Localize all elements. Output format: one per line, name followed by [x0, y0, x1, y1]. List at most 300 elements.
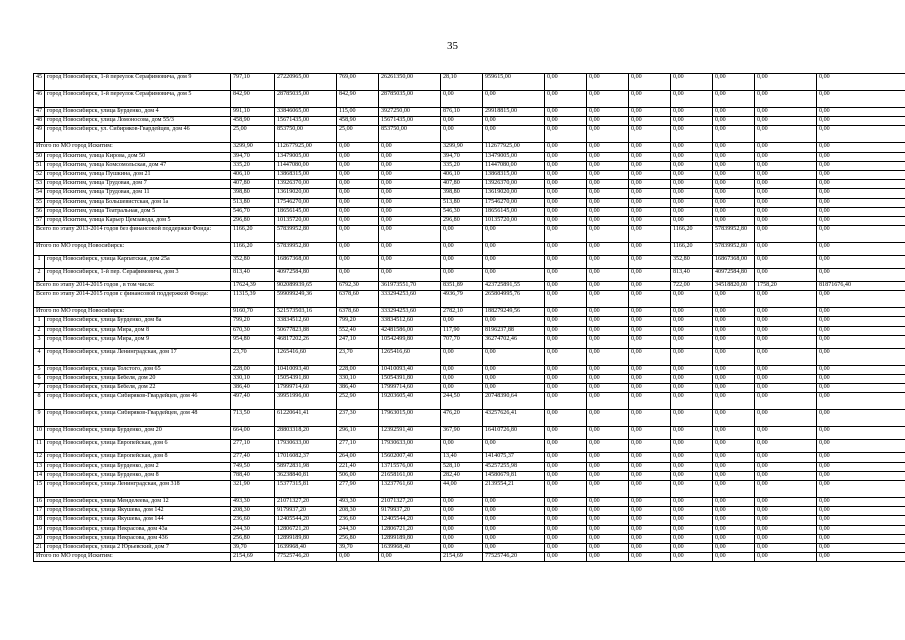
value-cell: 0,00: [817, 170, 905, 179]
value-cell: 506,00: [337, 471, 379, 480]
value-cell: 0,00: [713, 189, 755, 198]
table-row: [34, 410, 905, 427]
row-number: 49: [34, 126, 45, 143]
value-cell: 458,90: [337, 117, 379, 126]
value-cell: 112677925,00: [275, 143, 337, 152]
value-cell: 0,00: [587, 543, 629, 552]
row-number: 14: [34, 471, 45, 480]
value-cell: 6378,60: [337, 291, 379, 308]
table-row: [34, 543, 905, 552]
value-cell: 33834512,60: [275, 317, 337, 326]
value-cell: 0,00: [545, 440, 587, 453]
value-cell: 12405544,20: [275, 516, 337, 525]
page-number: 35: [447, 40, 458, 52]
value-cell: 0,00: [817, 189, 905, 198]
value-cell: 0,00: [483, 256, 545, 269]
value-cell: 0,00: [671, 516, 713, 525]
value-cell: 0,00: [483, 317, 545, 326]
value-cell: 0,00: [713, 180, 755, 189]
table-row: [34, 91, 905, 108]
value-cell: 0,00: [587, 335, 629, 348]
value-cell: 0,00: [671, 480, 713, 497]
value-cell: 0,00: [545, 462, 587, 471]
value-cell: 0,00: [755, 427, 817, 440]
address-cell: город Новосибирск, улица Бурденко, дом 2: [45, 462, 231, 471]
value-cell: 13479005,00: [275, 152, 337, 161]
value-cell: 599099249,36: [275, 291, 337, 308]
table-row: [34, 471, 905, 480]
value-cell: 0,00: [817, 497, 905, 506]
value-cell: 0,00: [587, 462, 629, 471]
value-cell: 546,70: [231, 207, 275, 216]
value-cell: 208,30: [337, 507, 379, 516]
row-number: 56: [34, 207, 45, 216]
value-cell: 0,00: [755, 317, 817, 326]
value-cell: 0,00: [755, 256, 817, 269]
value-cell: 57839952,80: [713, 243, 755, 256]
value-cell: 0,00: [629, 161, 671, 170]
value-cell: 406,10: [231, 170, 275, 179]
value-cell: 0,00: [713, 365, 755, 374]
value-cell: 28785035,00: [275, 91, 337, 108]
value-cell: 0,00: [629, 393, 671, 410]
value-cell: 39,70: [231, 543, 275, 552]
value-cell: 0,00: [587, 143, 629, 152]
row-number: 47: [34, 108, 45, 117]
value-cell: 0,00: [755, 393, 817, 410]
value-cell: 0,00: [629, 226, 671, 243]
value-cell: 13926370,00: [275, 180, 337, 189]
value-cell: 0,00: [629, 375, 671, 384]
address-cell: город Новосибирск, улица Сибиряков-Гвардейцев, дом 46: [45, 393, 231, 410]
table-row: [34, 326, 905, 335]
value-cell: 29918815,00: [483, 108, 545, 117]
value-cell: 0,00: [629, 189, 671, 198]
value-cell: 0,00: [713, 216, 755, 225]
value-cell: 0,00: [545, 427, 587, 440]
table-row: [34, 126, 905, 143]
value-cell: 57839952,80: [275, 243, 337, 256]
value-cell: 352,80: [671, 256, 713, 269]
value-cell: 0,00: [755, 497, 817, 506]
value-cell: 0,00: [545, 198, 587, 207]
value-cell: 0,00: [379, 170, 441, 179]
value-cell: 1639968,40: [275, 543, 337, 552]
address-cell: город Искитим, улица Пушкина, дом 21: [45, 170, 231, 179]
value-cell: 9160,70: [231, 308, 275, 317]
value-cell: 0,00: [337, 152, 379, 161]
row-number: 8: [34, 393, 45, 410]
value-cell: 0,00: [545, 543, 587, 552]
value-cell: 10410093,40: [379, 365, 441, 374]
value-cell: 0,00: [817, 216, 905, 225]
value-cell: 1414075,37: [483, 453, 545, 462]
address-cell: город Новосибирск, 1-й переулок Серафимовича, дом 9: [45, 74, 231, 91]
value-cell: 0,00: [713, 375, 755, 384]
value-cell: 407,80: [441, 180, 483, 189]
value-cell: 0,00: [629, 256, 671, 269]
table-row: [34, 348, 905, 365]
value-cell: 0,00: [587, 243, 629, 256]
value-cell: 0,00: [545, 326, 587, 335]
row-number: 3: [34, 335, 45, 348]
value-cell: 0,00: [441, 543, 483, 552]
value-cell: 252,90: [337, 393, 379, 410]
value-cell: 1265416,60: [379, 348, 441, 365]
value-cell: 277,40: [231, 453, 275, 462]
value-cell: 0,00: [671, 189, 713, 198]
value-cell: 0,00: [441, 269, 483, 282]
value-cell: 513,80: [441, 198, 483, 207]
value-cell: 0,00: [671, 365, 713, 374]
value-cell: 330,10: [337, 375, 379, 384]
value-cell: 16867368,00: [275, 256, 337, 269]
value-cell: 0,00: [545, 480, 587, 497]
value-cell: 0,00: [587, 384, 629, 393]
value-cell: 335,20: [231, 161, 275, 170]
value-cell: 0,00: [817, 525, 905, 534]
value-cell: 0,00: [545, 226, 587, 243]
value-cell: 0,00: [713, 507, 755, 516]
value-cell: 0,00: [441, 117, 483, 126]
value-cell: 0,00: [671, 143, 713, 152]
value-cell: 0,00: [755, 108, 817, 117]
value-cell: 13619020,00: [275, 189, 337, 198]
address-cell: город Новосибирск, улица Менделеева, дом 12: [45, 497, 231, 506]
value-cell: 0,00: [671, 348, 713, 365]
value-cell: 0,00: [441, 317, 483, 326]
value-cell: 0,00: [587, 553, 629, 562]
value-cell: 9179937,20: [379, 507, 441, 516]
value-cell: 0,00: [587, 256, 629, 269]
value-cell: 1166,20: [231, 226, 275, 243]
value-cell: 15671435,00: [275, 117, 337, 126]
value-cell: 0,00: [671, 497, 713, 506]
value-cell: 0,00: [713, 410, 755, 427]
value-cell: 0,00: [587, 282, 629, 291]
value-cell: 0,00: [755, 384, 817, 393]
table-row: [34, 152, 905, 161]
value-cell: 493,30: [337, 497, 379, 506]
address-cell: город Новосибирск, 1-й переулок Серафимовича, дом 5: [45, 91, 231, 108]
address-cell: город Искитим, улица Большевистская, дом 1а: [45, 198, 231, 207]
value-cell: 813,40: [231, 269, 275, 282]
value-cell: 0,00: [379, 226, 441, 243]
address-cell: город Новосибирск, 1-й пер. Серафимовича, дом 3: [45, 269, 231, 282]
value-cell: 0,00: [587, 91, 629, 108]
value-cell: 0,00: [755, 189, 817, 198]
value-cell: 0,00: [755, 198, 817, 207]
value-cell: 17016082,37: [275, 453, 337, 462]
value-cell: 13,40: [441, 453, 483, 462]
table-row: [34, 117, 905, 126]
value-cell: 853750,00: [379, 126, 441, 143]
value-cell: 0,00: [629, 525, 671, 534]
value-cell: 0,00: [545, 453, 587, 462]
value-cell: 521573503,16: [275, 308, 337, 317]
value-cell: 0,00: [817, 161, 905, 170]
value-cell: 0,00: [629, 291, 671, 308]
value-cell: 0,00: [817, 453, 905, 462]
value-cell: 236,60: [231, 516, 275, 525]
address-cell: город Искитим, улица Комсомольская, дом 47: [45, 161, 231, 170]
value-cell: 11315,39: [231, 291, 275, 308]
value-cell: 0,00: [817, 326, 905, 335]
value-cell: 0,00: [817, 440, 905, 453]
value-cell: 0,00: [629, 507, 671, 516]
value-cell: 0,00: [379, 161, 441, 170]
value-cell: 0,00: [629, 365, 671, 374]
value-cell: 335,20: [441, 161, 483, 170]
value-cell: 0,00: [629, 440, 671, 453]
value-cell: 0,00: [587, 410, 629, 427]
value-cell: 853750,00: [275, 126, 337, 143]
value-cell: 0,00: [629, 480, 671, 497]
value-cell: 0,00: [713, 393, 755, 410]
value-cell: 0,00: [817, 553, 905, 562]
value-cell: 0,00: [587, 480, 629, 497]
value-cell: 21071327,20: [275, 497, 337, 506]
value-cell: 0,00: [629, 553, 671, 562]
value-cell: 0,00: [817, 480, 905, 497]
value-cell: 0,00: [587, 74, 629, 91]
value-cell: 0,00: [671, 170, 713, 179]
value-cell: 0,00: [755, 525, 817, 534]
value-cell: 15054391,80: [379, 375, 441, 384]
value-cell: 1166,20: [231, 243, 275, 256]
value-cell: 13237761,60: [379, 480, 441, 497]
value-cell: 528,10: [441, 462, 483, 471]
value-cell: 12392591,40: [379, 427, 441, 440]
value-cell: 296,10: [337, 427, 379, 440]
value-cell: 954,80: [231, 335, 275, 348]
value-cell: 0,00: [441, 348, 483, 365]
value-cell: 0,00: [817, 335, 905, 348]
value-cell: 0,00: [629, 91, 671, 108]
total-label: Всего по этапу 2013-2014 годов без финансовой поддержки Фонда:: [34, 226, 231, 243]
value-cell: 0,00: [817, 152, 905, 161]
value-cell: 552,40: [337, 326, 379, 335]
row-number: 10: [34, 427, 45, 440]
value-cell: 0,00: [629, 317, 671, 326]
value-cell: 0,00: [755, 365, 817, 374]
value-cell: 0,00: [671, 74, 713, 91]
address-cell: город Новосибирск, улица Ленинградская, дом 318: [45, 480, 231, 497]
value-cell: 0,00: [755, 375, 817, 384]
value-cell: 13619020,00: [483, 189, 545, 198]
table-row: [34, 161, 905, 170]
value-cell: 2139554,21: [483, 480, 545, 497]
value-cell: 0,00: [545, 189, 587, 198]
table-row: [34, 525, 905, 534]
value-cell: 0,00: [713, 143, 755, 152]
address-cell: город Новосибирск, улица Бебеля, дом 22: [45, 384, 231, 393]
value-cell: 0,00: [817, 543, 905, 552]
row-number: 11: [34, 440, 45, 453]
value-cell: 0,00: [755, 243, 817, 256]
value-cell: 0,00: [671, 440, 713, 453]
value-cell: 0,00: [587, 291, 629, 308]
value-cell: 0,00: [671, 534, 713, 543]
value-cell: 0,00: [817, 74, 905, 91]
value-cell: 0,00: [817, 108, 905, 117]
value-cell: 10542499,80: [379, 335, 441, 348]
value-cell: 546,30: [441, 207, 483, 216]
value-cell: 0,00: [671, 462, 713, 471]
value-cell: 0,00: [587, 317, 629, 326]
value-cell: 0,00: [817, 143, 905, 152]
value-cell: 513,80: [231, 198, 275, 207]
address-cell: город Искитим, улица Карьер Цемзавода, дом 5: [45, 216, 231, 225]
total-row: [34, 308, 905, 317]
value-cell: 0,00: [671, 410, 713, 427]
value-cell: 244,50: [441, 393, 483, 410]
address-cell: город Искитим, улица Кирова, дом 50: [45, 152, 231, 161]
total-label: Всего по этапу 2014-2015 годов с финансовой поддержкой Фонда:: [34, 291, 231, 308]
value-cell: 0,00: [817, 471, 905, 480]
value-cell: 33846065,00: [275, 108, 337, 117]
value-cell: 57839952,80: [713, 226, 755, 243]
table-row: [34, 108, 905, 117]
table-body: [34, 74, 905, 562]
value-cell: 46817202,26: [275, 335, 337, 348]
table-row: [34, 207, 905, 216]
table-row: [34, 375, 905, 384]
value-cell: 0,00: [629, 126, 671, 143]
value-cell: 0,00: [713, 516, 755, 525]
value-cell: 0,00: [755, 534, 817, 543]
total-label: Итого по МО город Искитим:: [34, 553, 231, 562]
value-cell: 12899189,80: [275, 534, 337, 543]
total-row: [34, 553, 905, 562]
value-cell: 0,00: [483, 126, 545, 143]
value-cell: 0,00: [483, 384, 545, 393]
value-cell: 797,10: [231, 74, 275, 91]
value-cell: 0,00: [817, 410, 905, 427]
value-cell: 0,00: [817, 348, 905, 365]
value-cell: 265804995,76: [483, 291, 545, 308]
value-cell: 0,00: [483, 91, 545, 108]
value-cell: 0,00: [755, 170, 817, 179]
value-cell: 749,50: [231, 462, 275, 471]
value-cell: 0,00: [545, 256, 587, 269]
value-cell: 221,40: [337, 462, 379, 471]
value-cell: 18656145,00: [483, 207, 545, 216]
value-cell: 0,00: [337, 553, 379, 562]
value-cell: 0,00: [545, 308, 587, 317]
value-cell: 8196237,88: [483, 326, 545, 335]
value-cell: 799,20: [231, 317, 275, 326]
value-cell: 0,00: [755, 335, 817, 348]
value-cell: 0,00: [587, 117, 629, 126]
value-cell: 40972584,80: [713, 269, 755, 282]
value-cell: 0,00: [483, 226, 545, 243]
value-cell: 0,00: [545, 335, 587, 348]
value-cell: 0,00: [713, 170, 755, 179]
value-cell: 0,00: [817, 291, 905, 308]
value-cell: 0,00: [629, 543, 671, 552]
value-cell: 13868315,00: [483, 170, 545, 179]
value-cell: 394,70: [231, 152, 275, 161]
value-cell: 0,00: [629, 74, 671, 91]
value-cell: 0,00: [483, 348, 545, 365]
value-cell: 0,00: [337, 143, 379, 152]
value-cell: 0,00: [545, 384, 587, 393]
value-cell: 0,00: [441, 256, 483, 269]
row-number: 5: [34, 365, 45, 374]
value-cell: 1758,20: [755, 282, 817, 291]
table-row: [34, 480, 905, 497]
value-cell: 0,00: [545, 143, 587, 152]
row-number: 51: [34, 161, 45, 170]
table-row: [34, 365, 905, 374]
value-cell: 0,00: [587, 161, 629, 170]
value-cell: 17999714,60: [379, 384, 441, 393]
value-cell: 0,00: [755, 117, 817, 126]
value-cell: 81871676,40: [817, 282, 905, 291]
value-cell: 42481586,00: [379, 326, 441, 335]
value-cell: 0,00: [817, 516, 905, 525]
row-number: 13: [34, 462, 45, 471]
value-cell: 0,00: [629, 497, 671, 506]
value-cell: 0,00: [671, 317, 713, 326]
address-cell: город Новосибирск, улица Ленинградская, дом 17: [45, 348, 231, 365]
value-cell: 0,00: [713, 384, 755, 393]
value-cell: 0,00: [545, 534, 587, 543]
value-cell: 17963015,00: [379, 410, 441, 427]
value-cell: 0,00: [713, 91, 755, 108]
value-cell: 1639968,40: [379, 543, 441, 552]
row-number: 4: [34, 348, 45, 365]
value-cell: 256,80: [337, 534, 379, 543]
row-number: 53: [34, 180, 45, 189]
value-cell: 0,00: [671, 152, 713, 161]
value-cell: 0,00: [671, 471, 713, 480]
value-cell: 0,00: [629, 326, 671, 335]
value-cell: 0,00: [755, 543, 817, 552]
value-cell: 0,00: [713, 534, 755, 543]
value-cell: 9179937,20: [275, 507, 337, 516]
value-cell: 398,80: [441, 189, 483, 198]
value-cell: 0,00: [755, 471, 817, 480]
value-cell: 0,00: [379, 180, 441, 189]
value-cell: 0,00: [755, 462, 817, 471]
value-cell: 0,00: [483, 440, 545, 453]
value-cell: 39,70: [337, 543, 379, 552]
value-cell: 0,00: [441, 91, 483, 108]
value-cell: 722,00: [671, 282, 713, 291]
value-cell: 236,60: [337, 516, 379, 525]
value-cell: 0,00: [379, 198, 441, 207]
value-cell: 2154,69: [231, 553, 275, 562]
value-cell: 0,00: [755, 91, 817, 108]
value-cell: 0,00: [545, 117, 587, 126]
value-cell: 77525746,20: [483, 553, 545, 562]
address-cell: город Искитим, улица Трудовая, дом 7: [45, 180, 231, 189]
value-cell: 0,00: [713, 497, 755, 506]
value-cell: 0,00: [379, 207, 441, 216]
value-cell: 112677925,00: [483, 143, 545, 152]
value-cell: 0,00: [441, 507, 483, 516]
value-cell: 0,00: [545, 497, 587, 506]
table-row: [34, 516, 905, 525]
value-cell: 0,00: [587, 497, 629, 506]
value-cell: 813,40: [671, 269, 713, 282]
value-cell: 0,00: [755, 126, 817, 143]
total-row: [34, 226, 905, 243]
address-cell: город Новосибирск, улица Ломоносова, дом 55/3: [45, 117, 231, 126]
value-cell: 27220965,00: [275, 74, 337, 91]
